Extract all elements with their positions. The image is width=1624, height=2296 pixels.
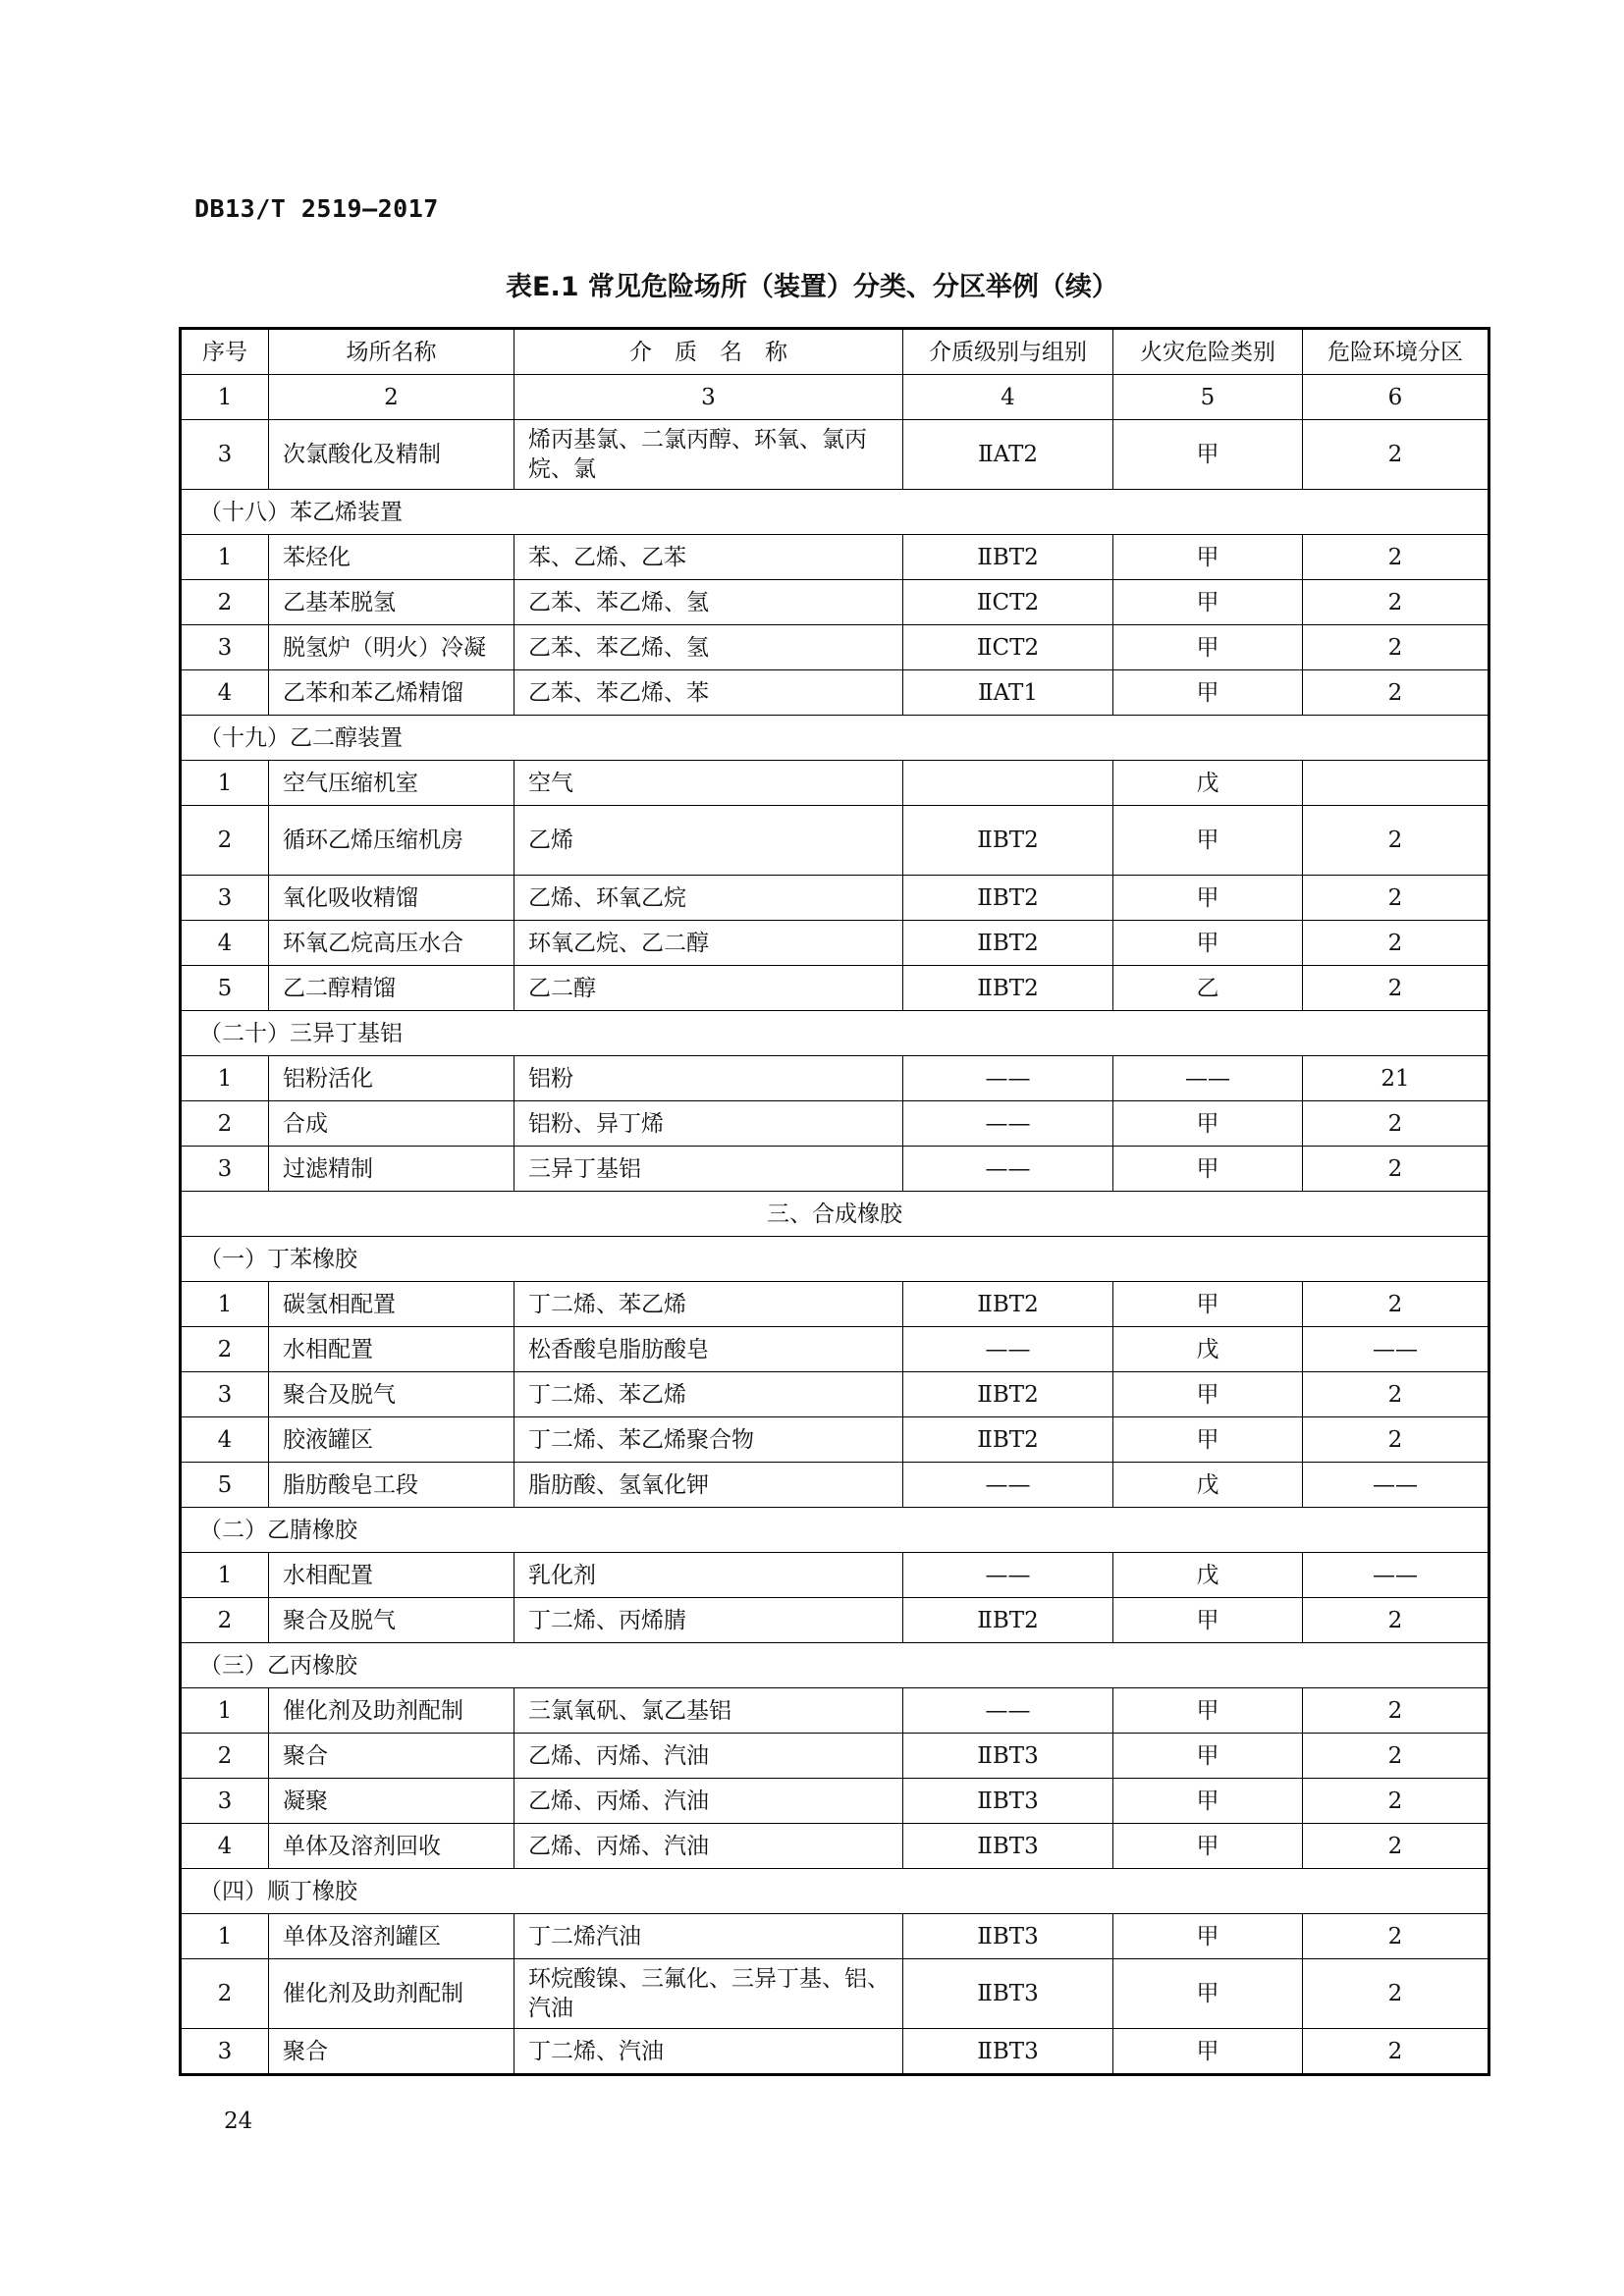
cell-fire-category: 甲: [1113, 625, 1303, 670]
cell-fire-category: 甲: [1113, 1824, 1303, 1869]
cell-medium: 乙烯、丙烯、汽油: [514, 1779, 903, 1824]
cell-medium: 松香酸皂脂肪酸皂: [514, 1327, 903, 1372]
cell-medium-grade: ——: [903, 1147, 1113, 1192]
cell-medium: 乙苯、苯乙烯、氢: [514, 580, 903, 625]
cell-hazard-zone: 2: [1303, 580, 1489, 625]
cell-location: 水相配置: [269, 1327, 514, 1372]
page-number: 24: [224, 2109, 253, 2134]
cell-hazard-zone: 2: [1303, 876, 1489, 921]
cell-index: 2: [181, 1101, 269, 1147]
cell-location: 乙基苯脱氢: [269, 580, 514, 625]
cell-medium-grade: ⅡBT2: [903, 966, 1113, 1011]
cell-location: 聚合及脱气: [269, 1598, 514, 1643]
cell-hazard-zone: 2: [1303, 1688, 1489, 1734]
cell-location: 循环乙烯压缩机房: [269, 806, 514, 876]
table-row: [181, 625, 1489, 670]
table-body: [181, 329, 1489, 2075]
column-number-cell: 4: [903, 375, 1113, 420]
cell-location: 单体及溶剂回收: [269, 1824, 514, 1869]
table-row: [181, 761, 1489, 806]
table-row: [181, 1688, 1489, 1734]
cell-fire-category: 甲: [1113, 806, 1303, 876]
cell-fire-category: 甲: [1113, 876, 1303, 921]
cell-location: 环氧乙烷高压水合: [269, 921, 514, 966]
header-row: [181, 329, 1489, 375]
cell-index: 3: [181, 1372, 269, 1417]
cell-medium: 乙烯、环氧乙烷: [514, 876, 903, 921]
cell-index: 2: [181, 1959, 269, 2029]
table-row: [181, 2029, 1489, 2075]
section-header-label: （十八）苯乙烯装置: [181, 490, 1489, 535]
section-header-row: [181, 1011, 1489, 1056]
cell-medium: 乙苯、苯乙烯、氢: [514, 625, 903, 670]
cell-hazard-zone: 2: [1303, 2029, 1489, 2075]
cell-index: 4: [181, 1824, 269, 1869]
column-number-cell: 3: [514, 375, 903, 420]
cell-medium-grade: ⅡBT3: [903, 1959, 1113, 2029]
cell-medium-grade: ⅡAT2: [903, 420, 1113, 490]
cell-index: 1: [181, 761, 269, 806]
column-number-cell: 1: [181, 375, 269, 420]
table-row: [181, 580, 1489, 625]
column-number-row: [181, 375, 1489, 420]
cell-index: 2: [181, 806, 269, 876]
cell-index: 1: [181, 1282, 269, 1327]
section-header-row: [181, 1192, 1489, 1237]
table-row: [181, 1327, 1489, 1372]
header-cell-medium-grade: 介质级别与组别: [903, 329, 1113, 375]
cell-medium: 三氯氧矾、氯乙基铝: [514, 1688, 903, 1734]
cell-hazard-zone: 2: [1303, 1598, 1489, 1643]
cell-hazard-zone: 2: [1303, 806, 1489, 876]
cell-medium-grade: ⅡBT3: [903, 1824, 1113, 1869]
cell-hazard-zone: 2: [1303, 1734, 1489, 1779]
cell-fire-category: 甲: [1113, 1147, 1303, 1192]
cell-index: 4: [181, 670, 269, 716]
cell-hazard-zone: 2: [1303, 670, 1489, 716]
cell-location: 胶液罐区: [269, 1417, 514, 1463]
table-row: [181, 535, 1489, 580]
cell-fire-category: 甲: [1113, 921, 1303, 966]
table-row: [181, 670, 1489, 716]
cell-fire-category: 甲: [1113, 1734, 1303, 1779]
cell-hazard-zone: 2: [1303, 1147, 1489, 1192]
header-cell-fire-category: 火灾危险类别: [1113, 329, 1303, 375]
cell-fire-category: 甲: [1113, 2029, 1303, 2075]
cell-hazard-zone: 2: [1303, 625, 1489, 670]
cell-medium: 铝粉、异丁烯: [514, 1101, 903, 1147]
section-header-label: （四）顺丁橡胶: [181, 1869, 1489, 1914]
cell-location: 次氯酸化及精制: [269, 420, 514, 490]
table-row: [181, 1056, 1489, 1101]
header-cell-medium: 介 质 名 称: [514, 329, 903, 375]
cell-index: 1: [181, 1056, 269, 1101]
cell-location: 聚合: [269, 2029, 514, 2075]
section-header-row: [181, 1237, 1489, 1282]
table-row: [181, 420, 1489, 490]
cell-medium: 烯丙基氯、二氯丙醇、环氧、氯丙烷、氯: [514, 420, 903, 490]
section-header-label: （三）乙丙橡胶: [181, 1643, 1489, 1688]
cell-index: 3: [181, 420, 269, 490]
section-header-row: [181, 716, 1489, 761]
cell-medium-grade: ⅡBT3: [903, 1734, 1113, 1779]
cell-medium-grade: ⅡBT3: [903, 1779, 1113, 1824]
cell-hazard-zone: ——: [1303, 1463, 1489, 1508]
cell-medium-grade: ⅡBT2: [903, 921, 1113, 966]
cell-hazard-zone: 2: [1303, 1824, 1489, 1869]
cell-medium: 铝粉: [514, 1056, 903, 1101]
cell-location: 空气压缩机室: [269, 761, 514, 806]
cell-fire-category: ——: [1113, 1056, 1303, 1101]
cell-fire-category: 甲: [1113, 1914, 1303, 1959]
cell-medium: 乳化剂: [514, 1553, 903, 1598]
cell-location: 过滤精制: [269, 1147, 514, 1192]
section-header-label: （二十）三异丁基铝: [181, 1011, 1489, 1056]
cell-location: 水相配置: [269, 1553, 514, 1598]
cell-index: 1: [181, 535, 269, 580]
cell-medium-grade: ⅡBT2: [903, 535, 1113, 580]
cell-medium: 空气: [514, 761, 903, 806]
hazard-classification-table-wrapper: [179, 327, 1488, 2076]
table-row: [181, 966, 1489, 1011]
cell-index: 1: [181, 1553, 269, 1598]
cell-fire-category: 甲: [1113, 1688, 1303, 1734]
cell-index: 3: [181, 625, 269, 670]
cell-medium-grade: ——: [903, 1553, 1113, 1598]
cell-medium: 乙二醇: [514, 966, 903, 1011]
column-number-cell: 2: [269, 375, 514, 420]
cell-fire-category: 甲: [1113, 1959, 1303, 2029]
cell-hazard-zone: [1303, 761, 1489, 806]
table-row: [181, 1417, 1489, 1463]
section-header-label: 三、合成橡胶: [181, 1192, 1489, 1237]
cell-medium: 丁二烯、苯乙烯: [514, 1372, 903, 1417]
cell-fire-category: 甲: [1113, 420, 1303, 490]
table-row: [181, 1101, 1489, 1147]
cell-hazard-zone: 2: [1303, 1101, 1489, 1147]
header-cell-location: 场所名称: [269, 329, 514, 375]
cell-medium-grade: ⅡCT2: [903, 625, 1113, 670]
section-header-row: [181, 490, 1489, 535]
cell-medium: 环氧乙烷、乙二醇: [514, 921, 903, 966]
cell-index: 5: [181, 966, 269, 1011]
table-row: [181, 1282, 1489, 1327]
cell-location: 凝聚: [269, 1779, 514, 1824]
cell-hazard-zone: 2: [1303, 1417, 1489, 1463]
cell-fire-category: 甲: [1113, 535, 1303, 580]
cell-medium: 丁二烯汽油: [514, 1914, 903, 1959]
cell-hazard-zone: 2: [1303, 1282, 1489, 1327]
cell-medium: 脂肪酸、氢氧化钾: [514, 1463, 903, 1508]
section-header-row: [181, 1508, 1489, 1553]
cell-fire-category: 甲: [1113, 580, 1303, 625]
document-code: DB13/T 2519—2017: [194, 194, 439, 223]
cell-fire-category: 戊: [1113, 1327, 1303, 1372]
cell-medium-grade: ——: [903, 1327, 1113, 1372]
cell-hazard-zone: 21: [1303, 1056, 1489, 1101]
cell-hazard-zone: 2: [1303, 921, 1489, 966]
section-header-row: [181, 1869, 1489, 1914]
cell-fire-category: 甲: [1113, 670, 1303, 716]
cell-index: 4: [181, 921, 269, 966]
header-cell-index: 序号: [181, 329, 269, 375]
cell-medium-grade: ⅡBT2: [903, 876, 1113, 921]
cell-hazard-zone: 2: [1303, 420, 1489, 490]
cell-fire-category: 甲: [1113, 1282, 1303, 1327]
cell-location: 苯烃化: [269, 535, 514, 580]
column-number-cell: 5: [1113, 375, 1303, 420]
cell-hazard-zone: 2: [1303, 966, 1489, 1011]
cell-hazard-zone: 2: [1303, 1914, 1489, 1959]
cell-location: 碳氢相配置: [269, 1282, 514, 1327]
cell-location: 氧化吸收精馏: [269, 876, 514, 921]
table-row: [181, 1598, 1489, 1643]
cell-medium: 乙烯、丙烯、汽油: [514, 1734, 903, 1779]
table-row: [181, 1914, 1489, 1959]
table-row: [181, 1553, 1489, 1598]
table-row: [181, 921, 1489, 966]
table-row: [181, 876, 1489, 921]
cell-location: 聚合及脱气: [269, 1372, 514, 1417]
cell-location: 合成: [269, 1101, 514, 1147]
cell-medium: 三异丁基铝: [514, 1147, 903, 1192]
cell-medium-grade: ⅡBT2: [903, 1282, 1113, 1327]
cell-index: 1: [181, 1688, 269, 1734]
cell-medium-grade: ⅡBT2: [903, 1598, 1113, 1643]
table-row: [181, 1959, 1489, 2029]
cell-hazard-zone: ——: [1303, 1553, 1489, 1598]
cell-medium: 丁二烯、丙烯腈: [514, 1598, 903, 1643]
table-row: [181, 1463, 1489, 1508]
cell-location: 乙苯和苯乙烯精馏: [269, 670, 514, 716]
cell-medium-grade: [903, 761, 1113, 806]
cell-medium: 丁二烯、苯乙烯: [514, 1282, 903, 1327]
cell-hazard-zone: 2: [1303, 1372, 1489, 1417]
cell-medium-grade: ⅡAT1: [903, 670, 1113, 716]
section-header-label: （二）乙腈橡胶: [181, 1508, 1489, 1553]
cell-medium: 乙烯: [514, 806, 903, 876]
cell-medium-grade: ⅡBT2: [903, 1417, 1113, 1463]
cell-hazard-zone: ——: [1303, 1327, 1489, 1372]
cell-medium: 环烷酸镍、三氟化、三异丁基、铝、汽油: [514, 1959, 903, 2029]
cell-fire-category: 甲: [1113, 1417, 1303, 1463]
cell-medium-grade: ——: [903, 1101, 1113, 1147]
cell-index: 2: [181, 1327, 269, 1372]
cell-fire-category: 甲: [1113, 1779, 1303, 1824]
cell-medium: 乙苯、苯乙烯、苯: [514, 670, 903, 716]
cell-index: 3: [181, 1147, 269, 1192]
cell-medium-grade: ⅡBT3: [903, 1914, 1113, 1959]
cell-medium: 丁二烯、汽油: [514, 2029, 903, 2075]
cell-index: 2: [181, 1734, 269, 1779]
table-row: [181, 1779, 1489, 1824]
cell-location: 乙二醇精馏: [269, 966, 514, 1011]
cell-medium: 丁二烯、苯乙烯聚合物: [514, 1417, 903, 1463]
cell-fire-category: 甲: [1113, 1101, 1303, 1147]
cell-medium-grade: ——: [903, 1056, 1113, 1101]
table-row: [181, 1372, 1489, 1417]
cell-medium-grade: ⅡBT3: [903, 2029, 1113, 2075]
cell-fire-category: 甲: [1113, 1598, 1303, 1643]
cell-fire-category: 戊: [1113, 1463, 1303, 1508]
cell-index: 2: [181, 1598, 269, 1643]
cell-fire-category: 甲: [1113, 1372, 1303, 1417]
cell-medium: 乙烯、丙烯、汽油: [514, 1824, 903, 1869]
cell-index: 5: [181, 1463, 269, 1508]
cell-medium-grade: ——: [903, 1688, 1113, 1734]
cell-location: 铝粉活化: [269, 1056, 514, 1101]
cell-fire-category: 戊: [1113, 1553, 1303, 1598]
cell-location: 脱氢炉（明火）冷凝: [269, 625, 514, 670]
cell-location: 脂肪酸皂工段: [269, 1463, 514, 1508]
section-header-label: （十九）乙二醇装置: [181, 716, 1489, 761]
cell-index: 3: [181, 1779, 269, 1824]
cell-hazard-zone: 2: [1303, 535, 1489, 580]
cell-index: 4: [181, 1417, 269, 1463]
cell-hazard-zone: 2: [1303, 1779, 1489, 1824]
cell-fire-category: 戊: [1113, 761, 1303, 806]
cell-location: 聚合: [269, 1734, 514, 1779]
cell-location: 催化剂及助剂配制: [269, 1959, 514, 2029]
cell-medium-grade: ——: [903, 1463, 1113, 1508]
section-header-row: [181, 1643, 1489, 1688]
table-row: [181, 1824, 1489, 1869]
section-header-label: （一）丁苯橡胶: [181, 1237, 1489, 1282]
table-row: [181, 1734, 1489, 1779]
hazard-classification-table: [179, 327, 1490, 2076]
table-title: 表E.1 常见危险场所（装置）分类、分区举例（续）: [506, 272, 1118, 302]
cell-index: 3: [181, 2029, 269, 2075]
cell-location: 催化剂及助剂配制: [269, 1688, 514, 1734]
table-row: [181, 1147, 1489, 1192]
column-number-cell: 6: [1303, 375, 1489, 420]
cell-medium-grade: ⅡBT2: [903, 1372, 1113, 1417]
cell-medium-grade: ⅡBT2: [903, 806, 1113, 876]
cell-medium: 苯、乙烯、乙苯: [514, 535, 903, 580]
cell-index: 1: [181, 1914, 269, 1959]
cell-hazard-zone: 2: [1303, 1959, 1489, 2029]
cell-location: 单体及溶剂罐区: [269, 1914, 514, 1959]
table-row: [181, 806, 1489, 876]
cell-medium-grade: ⅡCT2: [903, 580, 1113, 625]
header-cell-hazard-zone: 危险环境分区: [1303, 329, 1489, 375]
cell-index: 3: [181, 876, 269, 921]
cell-fire-category: 乙: [1113, 966, 1303, 1011]
cell-index: 2: [181, 580, 269, 625]
